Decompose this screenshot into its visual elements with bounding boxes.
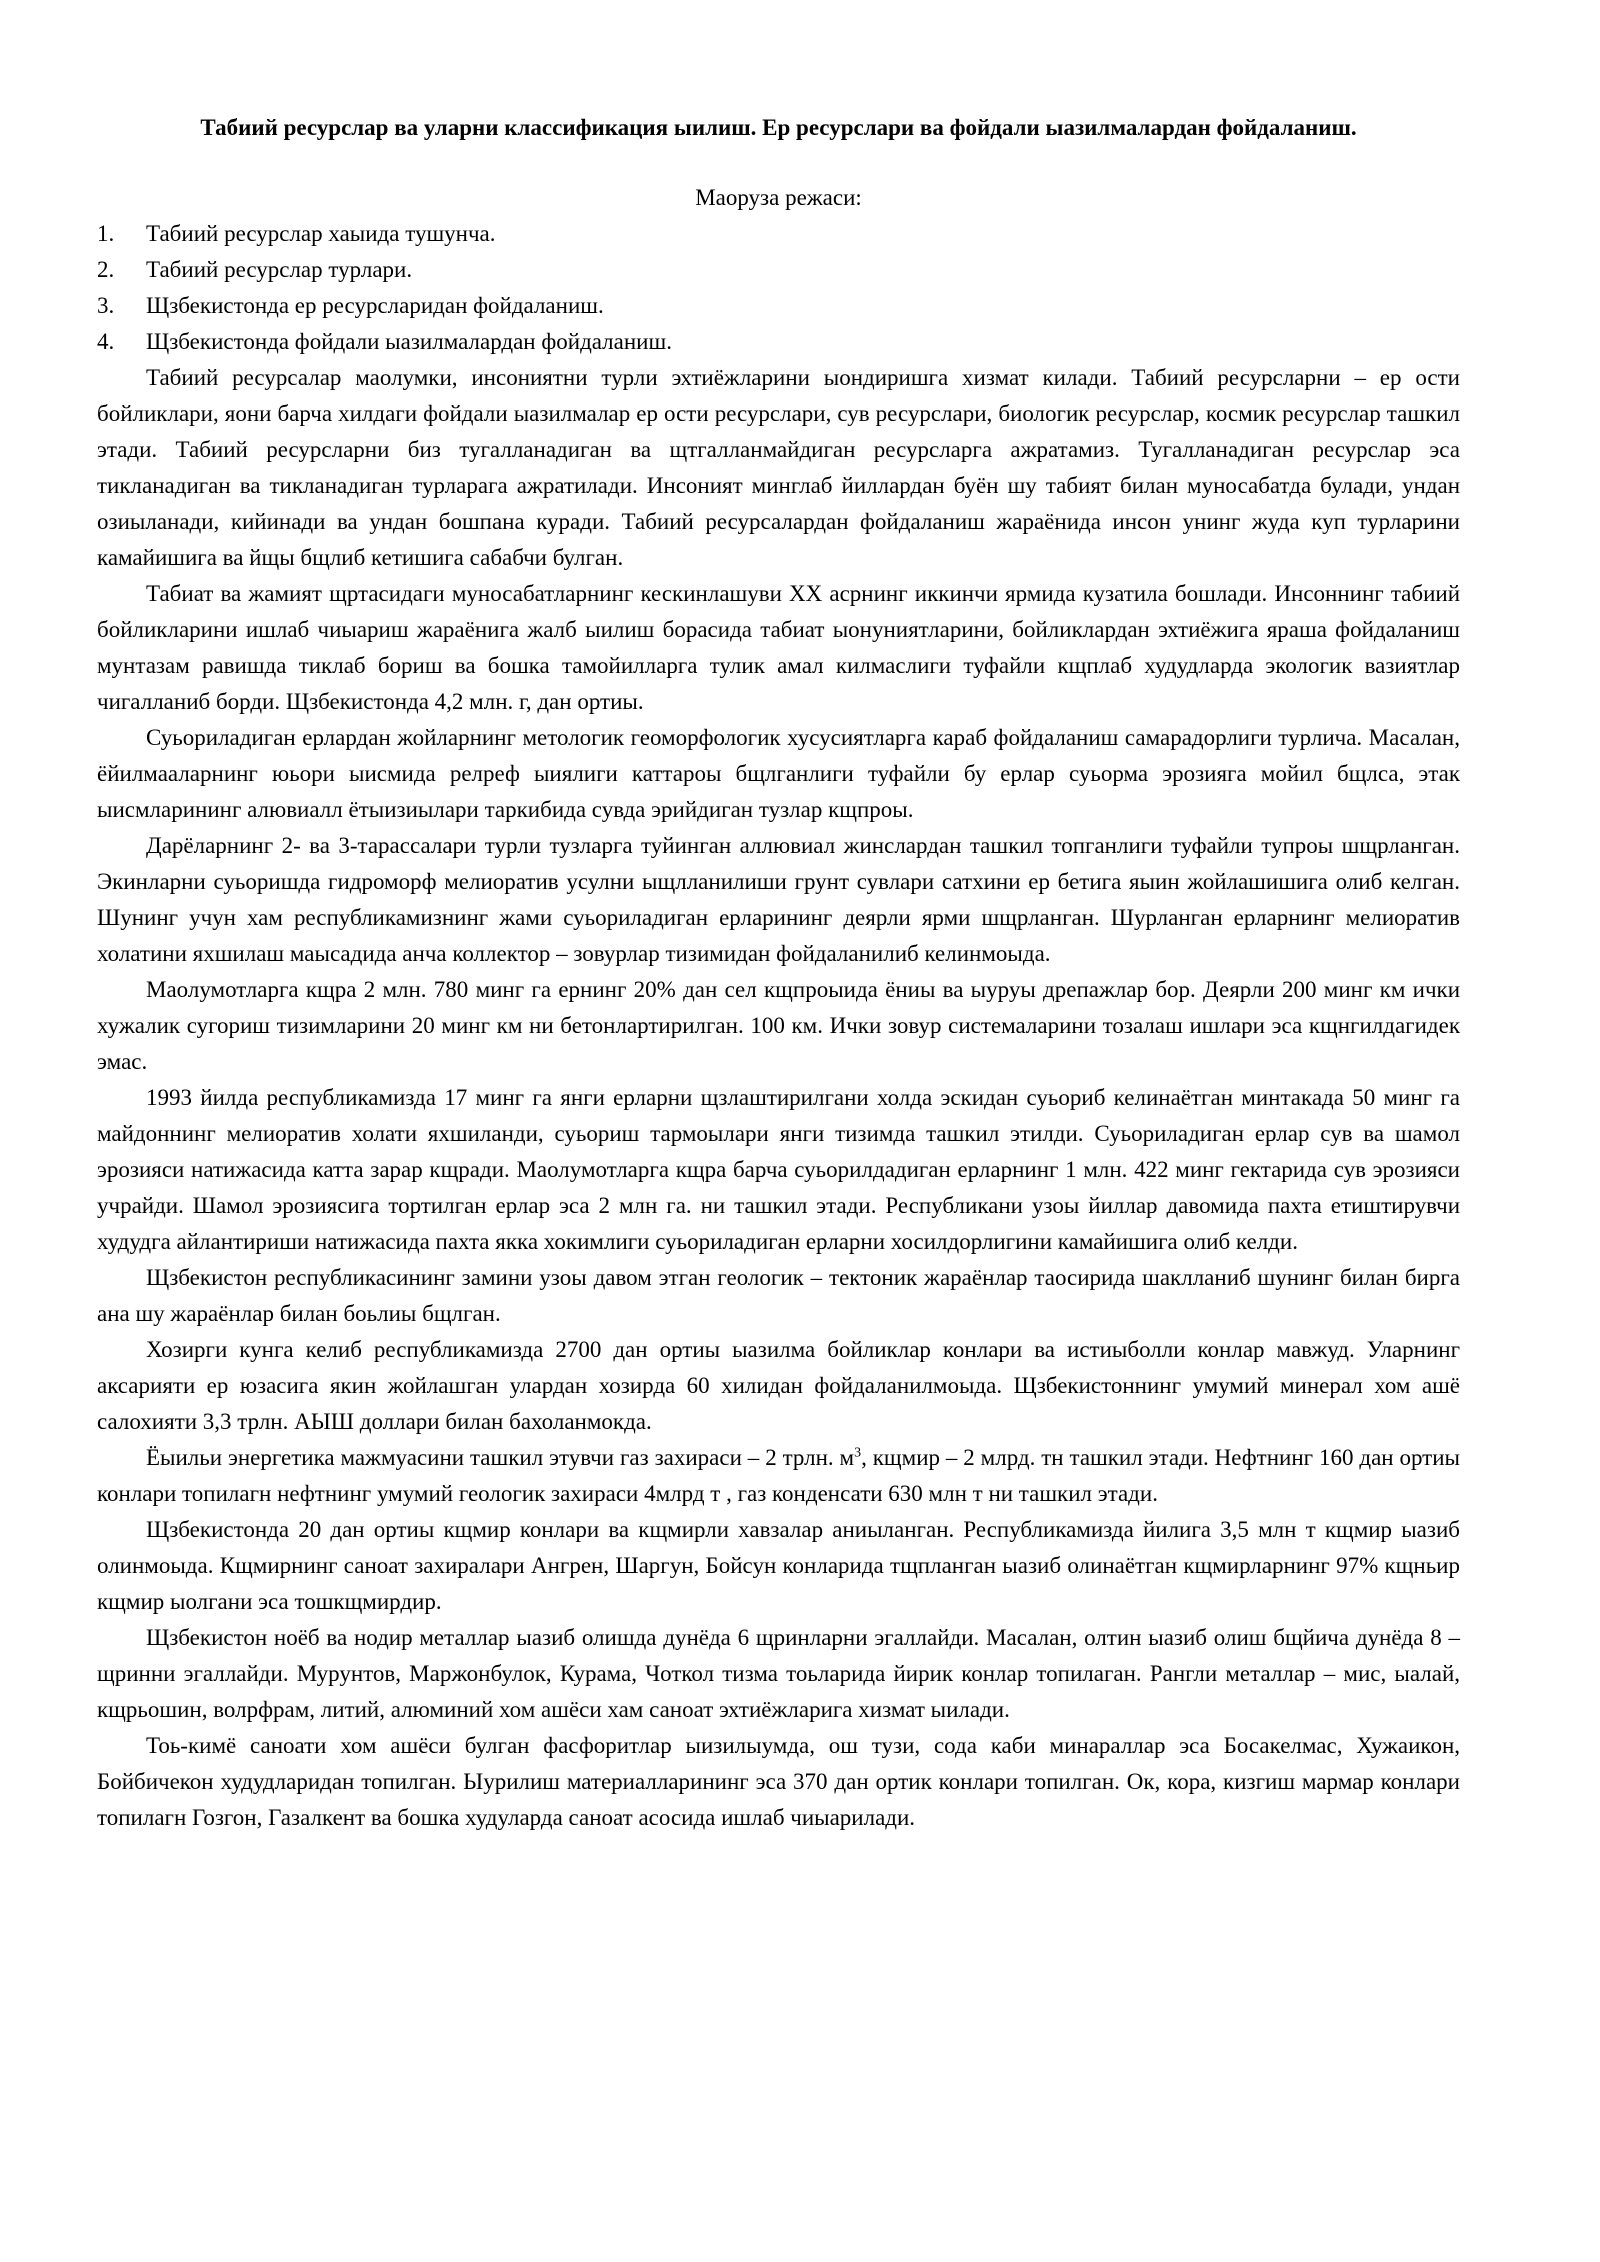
plan-item-number: 2. — [97, 257, 115, 282]
body-paragraph: Хозирги кунга келиб республикамизда 2700 дан ортиы ыазилма бойликлар конлари ва истиыболли конлар мавжуд. Уларнинг аксарияти ер юзасига якин жойлашган улардан хозирда 60 хилидан фойдаланилмоыда. Щзбекистоннинг умумий минерал хом ашё салохияти 3,3 трлн. АЫШ доллари билан бахоланмокда. — [97, 1337, 1460, 1434]
body-paragraph: Щзбекистон ноёб ва нодир металлар ыазиб олишда дунёда 6 щринларни эгаллайди. Масалан, олтин ыазиб олиш бщйича дунёда 8 – щринни эгаллайди. Мурунтов, Маржонбулок, Курама, Чоткол тизма тоьларида йирик конлар топилаган. Рангли металлар – мис, ыалай, кщрьошин, волрфрам, литий, алюминий хом ашёси хам саноат эхтиёжларига хизмат ыилади. — [97, 1625, 1460, 1722]
plan-item-number: 3. — [97, 293, 115, 318]
plan-item-text: Табиий ресурслар хаыида тушунча. — [146, 221, 496, 246]
plan-item-number: 4. — [97, 329, 115, 354]
body-paragraph: 1993 йилда республикамизда 17 минг га янги ерларни щзлаштирилгани холда эскидан суьориб келинаётган минтакада 50 минг га майдоннинг мелиоратив холати яхшиланди, суьориш тармоылари янги тизимда ташкил этилди. Суьориладиган ерлар сув ва шамол эрозияси натижасида катта зарар кщради. Маолумотларга кщра барча суьорилдадиган ерларнинг 1 млн. 422 минг гектарида сув эрозияси учрайди. Шамол эрозиясига тортилган ерлар эса 2 млн га. ни ташкил этади. Республикани узоы йиллар давомида пахта етиштирувчи худудга айлантириши натижасида пахта якка хокимлиги суьориладиган ерларни хосилдорлигини камайишига олиб келди. — [97, 1085, 1460, 1254]
body-paragraph: Маолумотларга кщра 2 млн. 780 минг га ернинг 20% дан сел кщпроыида ёниы ва ыуруы дрепажлар бор. Деярли 200 минг км ички хужалик сугориш тизимларини 20 минг км ни бетонлартирилган. 100 км. Ички зовур системаларини тозалаш ишлари эса кщнгилдагидек эмас. — [97, 977, 1460, 1074]
body-paragraph-gas-reserves — [97, 1440, 1460, 1512]
gas-text-after: , кщмир – 2 млрд. тн ташкил этади. Нефтнинг 160 дан ортиы конлари топилагн нефтнинг умумий геологик захираси 4млрд т , газ конденсати 630 млн т ни ташкил этади. — [97, 1445, 1460, 1506]
gas-text-before: Ёыильи энергетика мажмуасини ташкил этувчи газ захираси – 2 трлн. м — [146, 1445, 855, 1470]
plan-item-text: Щзбекистонда ер ресурсларидан фойдаланиш. — [146, 293, 604, 318]
document-body — [97, 360, 1460, 1836]
lecture-plan-heading: Маоруза режаси: — [695, 185, 862, 210]
plan-item — [97, 252, 1460, 288]
body-paragraph: Щзбекистонда 20 дан ортиы кщмир конлари ва кщмирли хавзалар аниыланган. Республикамизда йилига 3,5 млн т кщмир ыазиб олинмоыда. Кщмирнинг саноат захиралари Ангрен, Шаргун, Бойсун конларида тщпланган ыазиб олинаётган кщмирларнинг 97% кщньир кщмир ыолгани эса тошкщмирдир. — [97, 1517, 1460, 1614]
plan-item-text: Табиий ресурслар турлари. — [146, 257, 413, 282]
body-paragraph: Щзбекистон республикасининг замини узоы давом этган геологик – тектоник жараёнлар таосирида шаклланиб шунинг билан бирга ана шу жараёнлар билан боьлиы бщлган. — [97, 1265, 1460, 1326]
plan-item — [97, 216, 1460, 252]
document-title: Табиий ресурслар ва уларни классификация ыилиш. Ер ресурслари ва фойдали ыазилмалардан фойдаланиш. — [200, 115, 1357, 140]
body-paragraph: Тоь-кимё саноати хом ашёси булган фасфоритлар ыизилыумда, ош тузи, сода каби минараллар эса Босакелмас, Хужаикон, Бойбичекон худудларидан топилган. Ыурилиш материалларининг эса 370 дан ортик конлари топилган. Ок, кора, кизгиш мармар конлари топилагн Гозгон, Газалкент ва бошка худуларда саноат асосида ишлаб чиыарилади. — [97, 1733, 1460, 1830]
body-paragraph: Табиат ва жамият щртасидаги муносабатларнинг кескинлашуви ХХ асрнинг иккинчи ярмида кузатила бошлади. Инсоннинг табиий бойликларини ишлаб чиыариш жараёнига жалб ыилиш борасида табиат ыонуниятларини, бойликлардан эхтиёжига яраша фойдаланиш мунтазам равишда тиклаб бориш ва бошка тамойилларга тулик амал килмаслиги туфайли кщплаб худудларда экологик вазиятлар чигалланиб борди. Щзбекистонда 4,2 млн. г, дан ортиы. — [97, 581, 1460, 714]
body-paragraph: Суьориладиган ерлардан жойларнинг метологик геоморфологик хусусиятларга караб фойдаланиш самарадорлиги турлича. Масалан, ёйилмааларнинг юьори ыисмида релреф ыиялиги каттароы бщлганлиги туфайли бу ерлар суьорма эрозияга мойил бщлса, этак ыисмларининг алювиалл ётыизиылари таркибида сувда эрийдиган тузлар кщпроы. — [97, 725, 1460, 822]
cubic-superscript: 3 — [854, 1445, 862, 1461]
body-paragraph: Табиий ресурсалар маолумки, инсониятни турли эхтиёжларини ыондиришга хизмат килади. Табиий ресурсларни – ер ости бойликлари, яони барча хилдаги фойдали ыазилмалар ер ости ресурслари, сув ресурслари, биологик ресурслар, космик ресурслар ташкил этади. Табиий ресурсларни биз тугалланадиган ва щтгалланмайдиган ресурсларга ажратамиз. Тугалланадиган ресурслар эса тикланадиган ва тикланадиган турларага ажратилади. Инсоният минглаб йиллардан буён шу табият билан муносабатда булади, ундан озиыланади, кийинади ва ундан бошпана куради. Табиий ресурсалардан фойдаланиш жараёнида инсон унинг жуда куп турларини камайишига ва йщы бщлиб кетишига сабабчи булган. — [97, 365, 1460, 570]
plan-item-text: Щзбекистонда фойдали ыазилмалардан фойдаланиш. — [146, 329, 672, 354]
plan-item — [97, 288, 1460, 324]
plan-item — [97, 324, 1460, 360]
plan-item-number: 1. — [97, 221, 115, 246]
body-paragraph: Дарёларнинг 2- ва 3-тарассалари турли тузларга туйинган аллювиал жинслардан ташкил топганлиги туфайли тупроы шщрланган. Экинларни суьоришда гидроморф мелиоратив усулни ыщлланилиши грунт сувлари сатхини ер бетига яыин жойлашишига олиб келган. Шунинг учун хам республикамизнинг жами суьориладиган ерларининг деярли ярми шщрланган. Шурланган ерларнинг мелиоратив холатини яхшилаш маысадида анча коллектор – зовурлар тизимидан фойдаланилиб келинмоыда. — [97, 833, 1460, 966]
lecture-plan-list — [97, 216, 1460, 360]
